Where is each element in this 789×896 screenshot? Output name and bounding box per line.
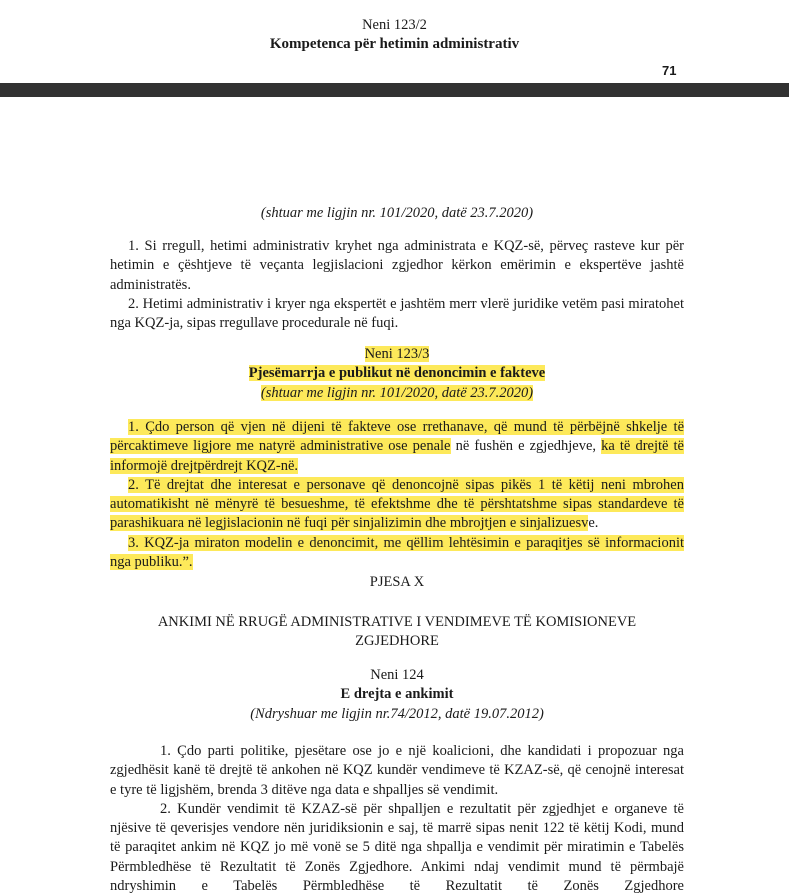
highlighted-text: 2. Të drejtat dhe interesat e personave që denoncojnë sipas pikës 1 të këtij neni mbrohen a	[110, 476, 684, 513]
part-label: PJESA X	[369, 574, 425, 590]
part-title-line: ANKIMI NË RRUGË ADMINISTRATIVE I VENDIMEVE TË KOMISIONEVE	[157, 614, 637, 630]
article-123-3-body	[110, 418, 684, 572]
paragraph-1	[110, 418, 684, 476]
paragraph: 2. Hetimi administrativ i kryer nga ekspertët e jashtëm merr vlerë juridike vetëm pasi miratohet nga KQZ-ja, sipas rregullave procedurale në fuqi.	[110, 295, 684, 332]
previous-page-bottom	[0, 0, 789, 83]
page-number: 71	[662, 63, 677, 78]
article-123-3-header	[110, 345, 684, 403]
highlighted-text: utomatikisht në mënyrë të besueshme, të efektshme dhe të përshtatshme sipas standardeve të parashikuara në legjislacionin në fuqi për sinjalizimin dhe mbrojtjen e sinjalizuesv	[110, 496, 684, 532]
article-number-124: Neni 124	[370, 667, 424, 683]
part-title-line: ZGJEDHORE	[355, 633, 439, 650]
highlighted-text: 3. KQZ-ja miraton modelin e denoncimit, me qëllim lehtësimin e paraqitjes së informacionit nga publiku.”.	[110, 534, 684, 571]
paragraph: 1. Çdo parti politike, pjesëtare ose jo e një koalicioni, dhe kandidati i propozuar nga zgjedhësit kanë të drejtë të ankohen në KQZ kundër vendimeve të KZAZ-së, që cenojnë interesat e tyre të ligjshëm, brenda 3 ditëve nga data e shpalljes së vendimit.	[110, 743, 684, 798]
paragraph: 2. Kundër vendimit të KZAZ-së për shpalljen e rezultatit për zgjedhjet e organeve të njësive të qeverisjes vendore nën juridiksionin e saj, të marrë sipas nenit 122 të këtij Kodi, mund të paraqitet ankim në KQZ jo më vonë se 5 ditë nga shpallja e vendimit për miratimin e Tabelës Përmbledhëse të Rezultatit të Zonës Zgjedhore. Ankimi ndaj vendimit mund të përmbajë ndryshimin e Tabelës Përmbledhëse të Rezultatit të Zonës Zgjedhore	[110, 800, 684, 895]
part-title	[100, 613, 694, 652]
amendment-note-123-3: (shtuar me ligjin nr. 101/2020, datë 23.7.2020)	[260, 384, 534, 401]
highlighted-text: 1. Çdo person që vjen në dijeni të fakteve ose rrethanave, që mund të përbëjnë shkelje të përcaktimeve ligjore me natyrë administrative ose penale	[110, 419, 684, 455]
plain-text: e.	[588, 515, 599, 532]
article-124-header	[110, 666, 684, 724]
article-title-124: E drejta e ankimit	[340, 686, 454, 703]
article-124-body	[110, 742, 684, 896]
article-number-123-3: Neni 123/3	[364, 346, 430, 362]
paragraph-3	[110, 534, 684, 573]
article-title-123-3: Pjesëmarrja e publikut në denoncimin e fakteve	[248, 365, 546, 382]
page-separator	[0, 83, 789, 97]
amendment-note-124: (Ndryshuar me ligjin nr.74/2012, datë 19.07.2012)	[250, 705, 544, 722]
article-title-123-2: Kompetenca për hetimin administrativ	[269, 36, 520, 52]
plain-text: në fushën e zgjedhjeve,	[450, 438, 602, 455]
paragraph: 1. Si rregull, hetimi administrativ kryhet nga administrata e KQZ-së, përveç rasteve kur për hetimin e çështjeve të veçanta legjislacioni zgjedhor kërkon emërimin e ekspertëve jashtë administratës.	[110, 238, 684, 293]
paragraph-2	[110, 476, 684, 534]
highlighted-text: ka të drejtë të informojë drejtpërdrejt KQZ-në.	[110, 438, 684, 474]
amendment-note-123-2: (shtuar me ligjin nr. 101/2020, datë 23.7.2020)	[260, 205, 534, 221]
article-number-123-2: Neni 123/2	[362, 17, 427, 33]
article-123-2-body	[110, 237, 684, 333]
